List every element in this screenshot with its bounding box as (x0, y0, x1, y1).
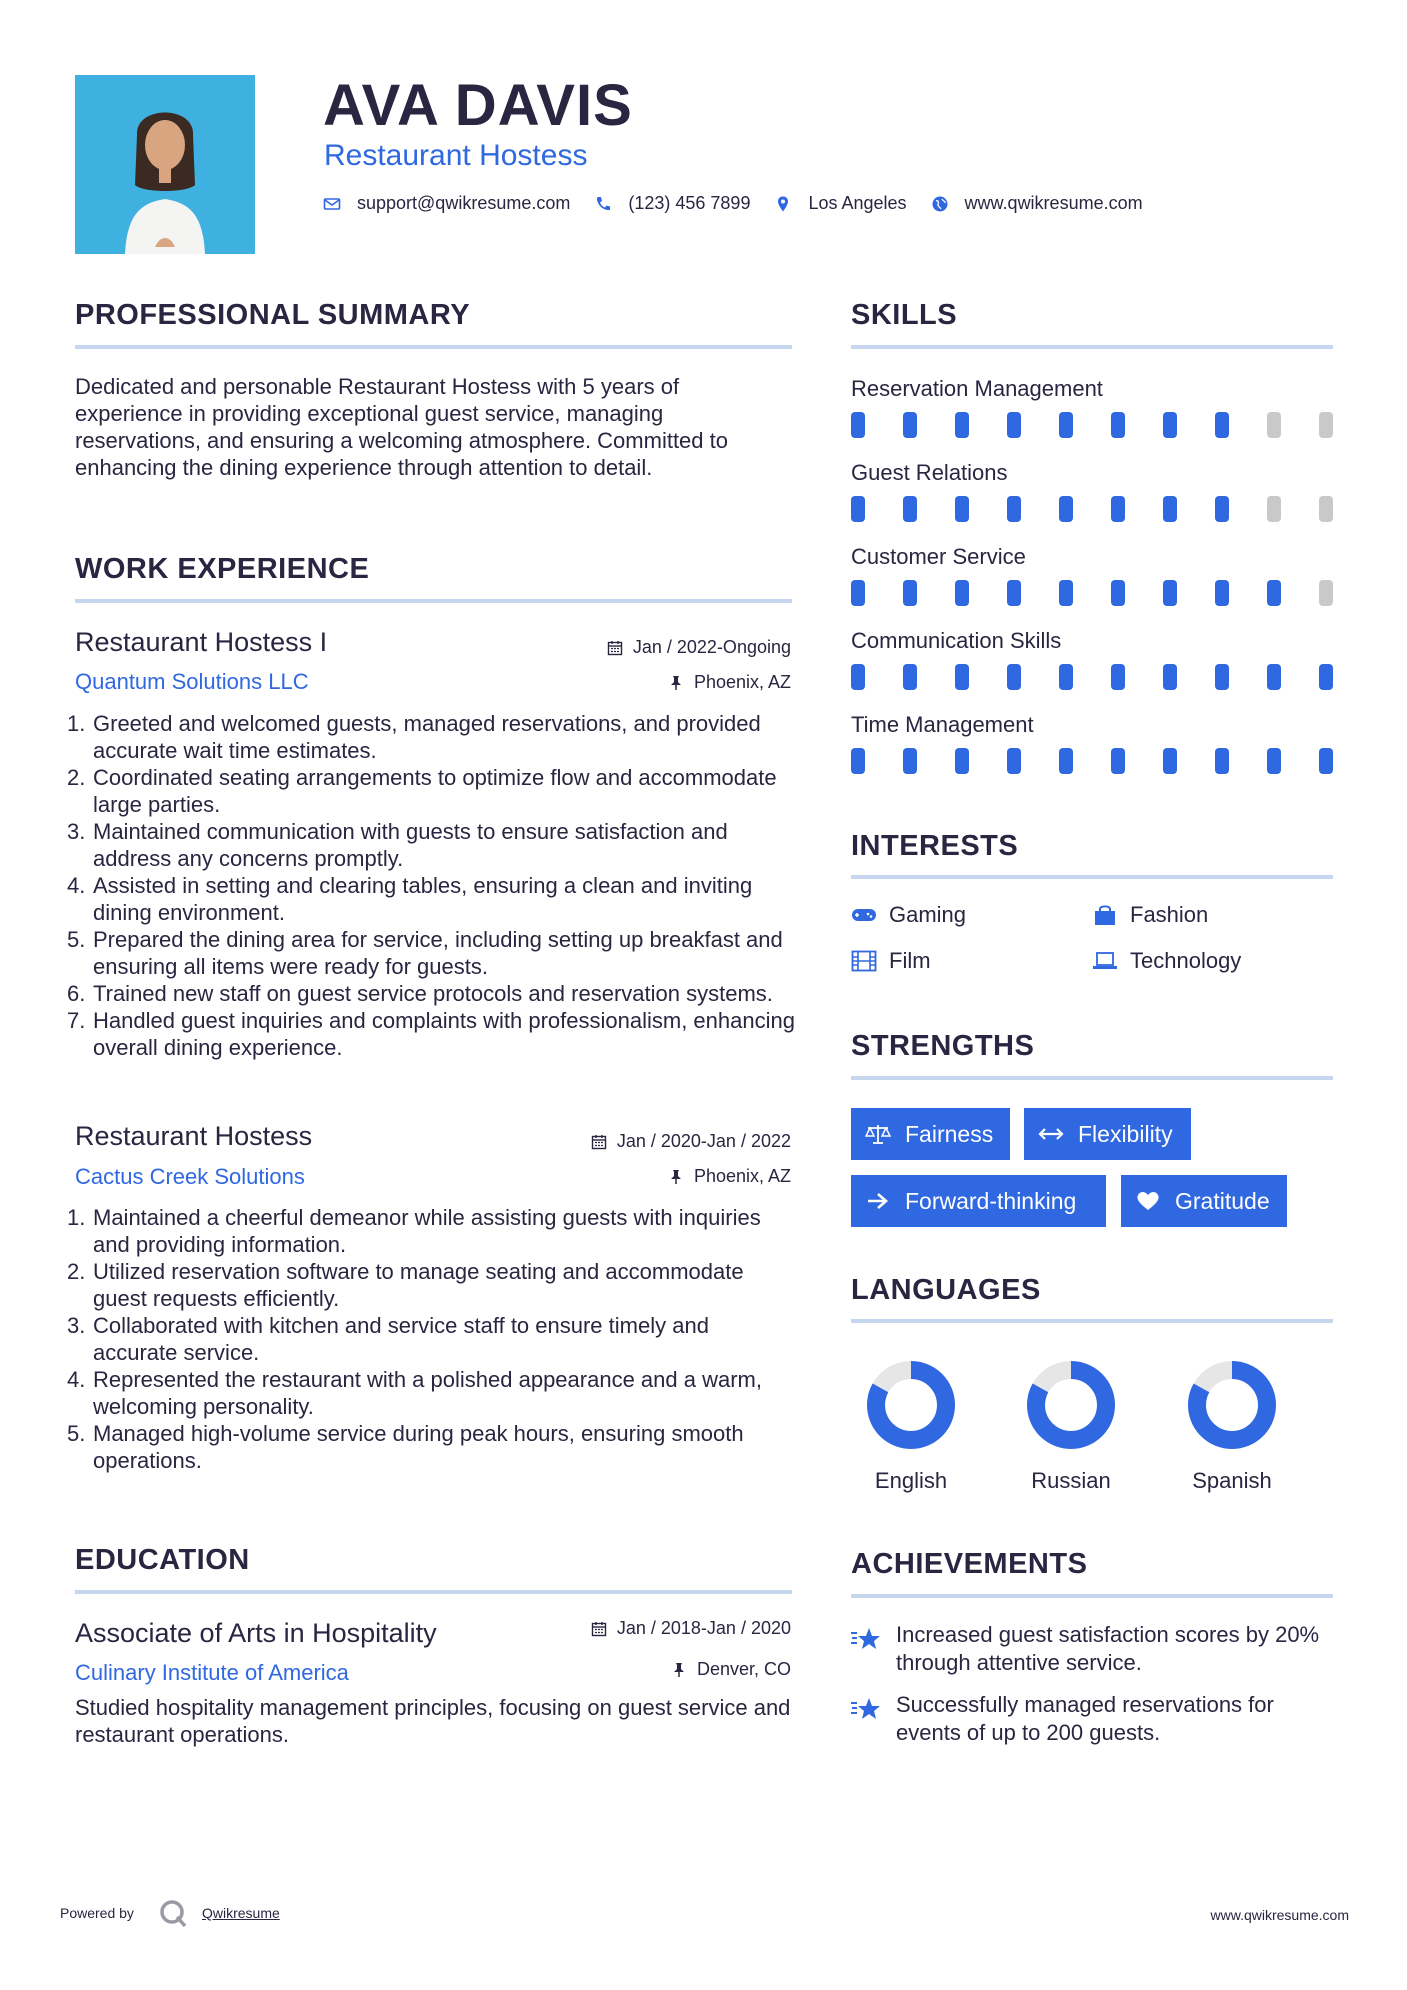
company-name[interactable]: Quantum Solutions LLC (75, 669, 309, 694)
contact-location-text: Los Angeles (808, 193, 907, 213)
job-location-text: Phoenix, AZ (693, 672, 791, 692)
contact-bar (323, 193, 1143, 214)
job-dates-text: Jan / 2022-Ongoing (632, 637, 791, 657)
job-duties-list (75, 1204, 797, 1474)
strength-label: Forward-thinking (905, 1187, 1077, 1214)
strength-label: Flexibility (1078, 1120, 1173, 1147)
skill-segment-filled (1319, 748, 1333, 774)
skill-name: Communication Skills (851, 628, 1062, 653)
interest-item (851, 902, 966, 928)
skill-segment-filled (903, 580, 917, 606)
skill-segment-filled (1007, 580, 1021, 606)
language-donut (851, 1355, 971, 1455)
languages-heading: LANGUAGES (851, 1274, 1041, 1306)
skill-name: Reservation Management (851, 376, 1103, 401)
company-name[interactable]: Cactus Creek Solutions (75, 1164, 305, 1189)
film-icon (851, 950, 877, 972)
skill-segment-filled (903, 412, 917, 438)
pushpin-icon (671, 1662, 687, 1678)
arrow-right-icon (865, 1190, 891, 1212)
skill-segment-empty (1319, 412, 1333, 438)
skill-segment-filled (903, 496, 917, 522)
strength-badge (1024, 1108, 1191, 1160)
interest-label: Film (889, 948, 931, 973)
language-label: Russian (1031, 1468, 1111, 1493)
achievements-heading: ACHIEVEMENTS (851, 1548, 1088, 1580)
job-dates-text: Jan / 2020-Jan / 2022 (616, 1131, 791, 1151)
star-achievement-icon (850, 1625, 882, 1653)
envelope-icon (323, 195, 341, 213)
duty-item: Collaborated with kitchen and service staff to ensure timely and accurate service. (93, 1313, 709, 1365)
interests-heading: INTERESTS (851, 830, 1019, 862)
star-achievement-icon (850, 1695, 882, 1723)
duty-item: Managed high-volume service during peak hours, ensuring smooth operations. (93, 1421, 744, 1473)
skills-heading: SKILLS (851, 299, 958, 331)
duty-item: Assisted in setting and clearing tables, ensuring a clean and inviting dining environment. (93, 873, 753, 925)
qwikresume-logo-icon[interactable] (158, 1898, 188, 1928)
skill-segment-filled (1215, 412, 1229, 438)
skill-segment-filled (1163, 412, 1177, 438)
arrows-horizontal-icon (1038, 1123, 1064, 1145)
skills-divider (851, 345, 1333, 349)
job-dates (491, 637, 791, 658)
skill-segment-empty (1267, 412, 1281, 438)
duty-item: Trained new staff on guest service protocols and reservation systems. (93, 981, 773, 1006)
interest-label: Gaming (889, 902, 967, 927)
interests-divider (851, 875, 1333, 879)
skill-segment-filled (955, 412, 969, 438)
portrait-image (75, 75, 255, 254)
skill-name: Customer Service (851, 544, 1026, 569)
education-description: Studied hospitality management principles, focusing on guest service and restaurant operations. (75, 1695, 791, 1747)
skill-segment-filled (1007, 664, 1021, 690)
skill-segment-empty (1319, 496, 1333, 522)
languages-divider (851, 1319, 1333, 1323)
duty-item: Prepared the dining area for service, including setting up breakfast and ensuring all items were ready for guests. (93, 927, 783, 979)
strengths-heading: STRENGTHS (851, 1030, 1035, 1062)
achievement-item: Increased guest satisfaction scores by 20% through attentive service. (896, 1622, 1320, 1675)
skill-segment-filled (1059, 580, 1073, 606)
contact-website[interactable] (931, 193, 1143, 214)
skill-segment-filled (1111, 748, 1125, 774)
calendar-icon (607, 640, 623, 656)
achievements-divider (851, 1594, 1333, 1598)
education-location-text: Denver, CO (696, 1659, 791, 1679)
skill-segment-filled (1215, 664, 1229, 690)
qwikresume-link[interactable]: Qwikresume (202, 1905, 280, 1921)
skill-segment-filled (1059, 748, 1073, 774)
interest-label: Technology (1130, 948, 1242, 973)
duty-item: Maintained a cheerful demeanor while assisting guests with inquiries and providing information. (93, 1205, 761, 1257)
skill-segment-filled (955, 664, 969, 690)
education-dates (491, 1618, 791, 1639)
duty-item: Utilized reservation software to manage seating and accommodate guest requests efficiently. (93, 1259, 744, 1311)
skill-segment-filled (903, 748, 917, 774)
interest-item (1092, 902, 1208, 928)
skill-segment-filled (1111, 664, 1125, 690)
shopping-bag-icon (1092, 904, 1118, 926)
duty-item: Handled guest inquiries and complaints with professionalism, enhancing overall dining experience. (93, 1008, 795, 1060)
profile-photo (75, 75, 255, 254)
gamepad-icon (851, 904, 877, 926)
skill-segment-filled (1163, 664, 1177, 690)
job-title: Restaurant Hostess (75, 1121, 313, 1151)
globe-icon (931, 195, 949, 213)
duty-item: Maintained communication with guests to ensure satisfaction and address any concerns promptly. (93, 819, 728, 871)
pushpin-icon (668, 675, 684, 691)
skill-segment-filled (1267, 748, 1281, 774)
skill-rating-bar (851, 412, 1333, 438)
balance-scale-icon (865, 1123, 891, 1145)
experience-divider (75, 599, 792, 603)
duty-item: Greeted and welcomed guests, managed reservations, and provided accurate wait time estimates. (93, 711, 761, 763)
skill-segment-empty (1319, 580, 1333, 606)
skill-segment-filled (903, 664, 917, 690)
strengths-divider (851, 1076, 1333, 1080)
skill-segment-filled (955, 580, 969, 606)
skill-name: Guest Relations (851, 460, 1008, 485)
skill-segment-filled (1215, 580, 1229, 606)
skill-segment-filled (851, 580, 865, 606)
skill-segment-filled (1163, 580, 1177, 606)
school-name[interactable]: Culinary Institute of America (75, 1660, 349, 1685)
skill-segment-filled (1163, 496, 1177, 522)
map-pin-icon (774, 195, 792, 213)
skill-segment-filled (1215, 496, 1229, 522)
language-label: English (874, 1468, 948, 1493)
contact-email[interactable] (323, 193, 570, 214)
interest-label: Fashion (1130, 902, 1209, 927)
skill-segment-filled (1267, 664, 1281, 690)
skill-rating-bar (851, 748, 1333, 774)
skill-segment-filled (851, 496, 865, 522)
job-title: Restaurant Hostess I (75, 627, 328, 657)
skill-segment-filled (1111, 412, 1125, 438)
experience-heading: WORK EXPERIENCE (75, 553, 370, 585)
skill-segment-empty (1267, 496, 1281, 522)
skill-segment-filled (1059, 664, 1073, 690)
skill-segment-filled (1111, 580, 1125, 606)
summary-divider (75, 345, 792, 349)
footer-website-link[interactable]: www.qwikresume.com (1210, 1907, 1349, 1923)
strength-badge (851, 1175, 1106, 1227)
contact-email-text: support@qwikresume.com (357, 193, 571, 213)
job-location (491, 1166, 791, 1187)
skill-rating-bar (851, 580, 1333, 606)
job-duties-list (75, 710, 797, 1061)
candidate-title: Restaurant Hostess (324, 139, 588, 172)
education-location (491, 1659, 791, 1680)
skill-segment-filled (1319, 664, 1333, 690)
skill-segment-filled (1059, 412, 1073, 438)
skill-segment-filled (1007, 496, 1021, 522)
contact-website-text: www.qwikresume.com (964, 193, 1143, 213)
interest-item (851, 948, 931, 974)
skill-segment-filled (1007, 748, 1021, 774)
job-location (491, 672, 791, 693)
contact-location (774, 193, 906, 214)
skill-rating-bar (851, 496, 1333, 522)
skill-segment-filled (1163, 748, 1177, 774)
skill-segment-filled (1111, 496, 1125, 522)
degree-title: Associate of Arts in Hospitality (75, 1618, 437, 1648)
job-dates (491, 1131, 791, 1152)
summary-text: Dedicated and personable Restaurant Hostess with 5 years of experience in providing exceptional guest service, managing reservations, and ensuring a welcoming atmosphere. Committed to enhancing the dining experience through attention to detail. (75, 374, 728, 480)
skill-segment-filled (955, 748, 969, 774)
duty-item: Coordinated seating arrangements to optimize flow and accommodate large parties. (93, 765, 777, 817)
language-donut (1011, 1355, 1131, 1455)
strength-badge (851, 1108, 1010, 1160)
skill-segment-filled (1215, 748, 1229, 774)
skill-segment-filled (1007, 412, 1021, 438)
laptop-icon (1092, 950, 1118, 972)
interest-item (1092, 948, 1241, 974)
education-dates-text: Jan / 2018-Jan / 2020 (616, 1618, 791, 1638)
education-heading: EDUCATION (75, 1544, 250, 1576)
skill-segment-filled (1267, 580, 1281, 606)
language-donut (1172, 1355, 1292, 1455)
summary-heading: PROFESSIONAL SUMMARY (75, 299, 471, 331)
job-location-text: Phoenix, AZ (693, 1166, 791, 1186)
skill-segment-filled (1059, 496, 1073, 522)
strength-label: Gratitude (1175, 1187, 1270, 1214)
strength-badge (1121, 1175, 1287, 1227)
skill-segment-filled (851, 748, 865, 774)
pushpin-icon (668, 1169, 684, 1185)
strength-label: Fairness (905, 1120, 994, 1147)
skill-rating-bar (851, 664, 1333, 690)
achievement-item: Successfully managed reservations for events of up to 200 guests. (896, 1692, 1274, 1745)
skill-segment-filled (851, 412, 865, 438)
skill-segment-filled (851, 664, 865, 690)
skill-segment-filled (955, 496, 969, 522)
contact-phone[interactable] (594, 193, 750, 214)
candidate-name: AVA DAVIS (323, 73, 633, 138)
heart-icon (1135, 1190, 1161, 1212)
phone-icon (594, 195, 612, 213)
skill-name: Time Management (851, 712, 1034, 737)
language-label: Spanish (1192, 1468, 1272, 1493)
education-divider (75, 1590, 792, 1594)
duty-item: Represented the restaurant with a polished appearance and a warm, welcoming personality. (93, 1367, 762, 1419)
powered-by-label: Powered by (60, 1905, 134, 1921)
calendar-icon (591, 1134, 607, 1150)
contact-phone-text: (123) 456 7899 (628, 193, 751, 213)
calendar-icon (591, 1621, 607, 1637)
